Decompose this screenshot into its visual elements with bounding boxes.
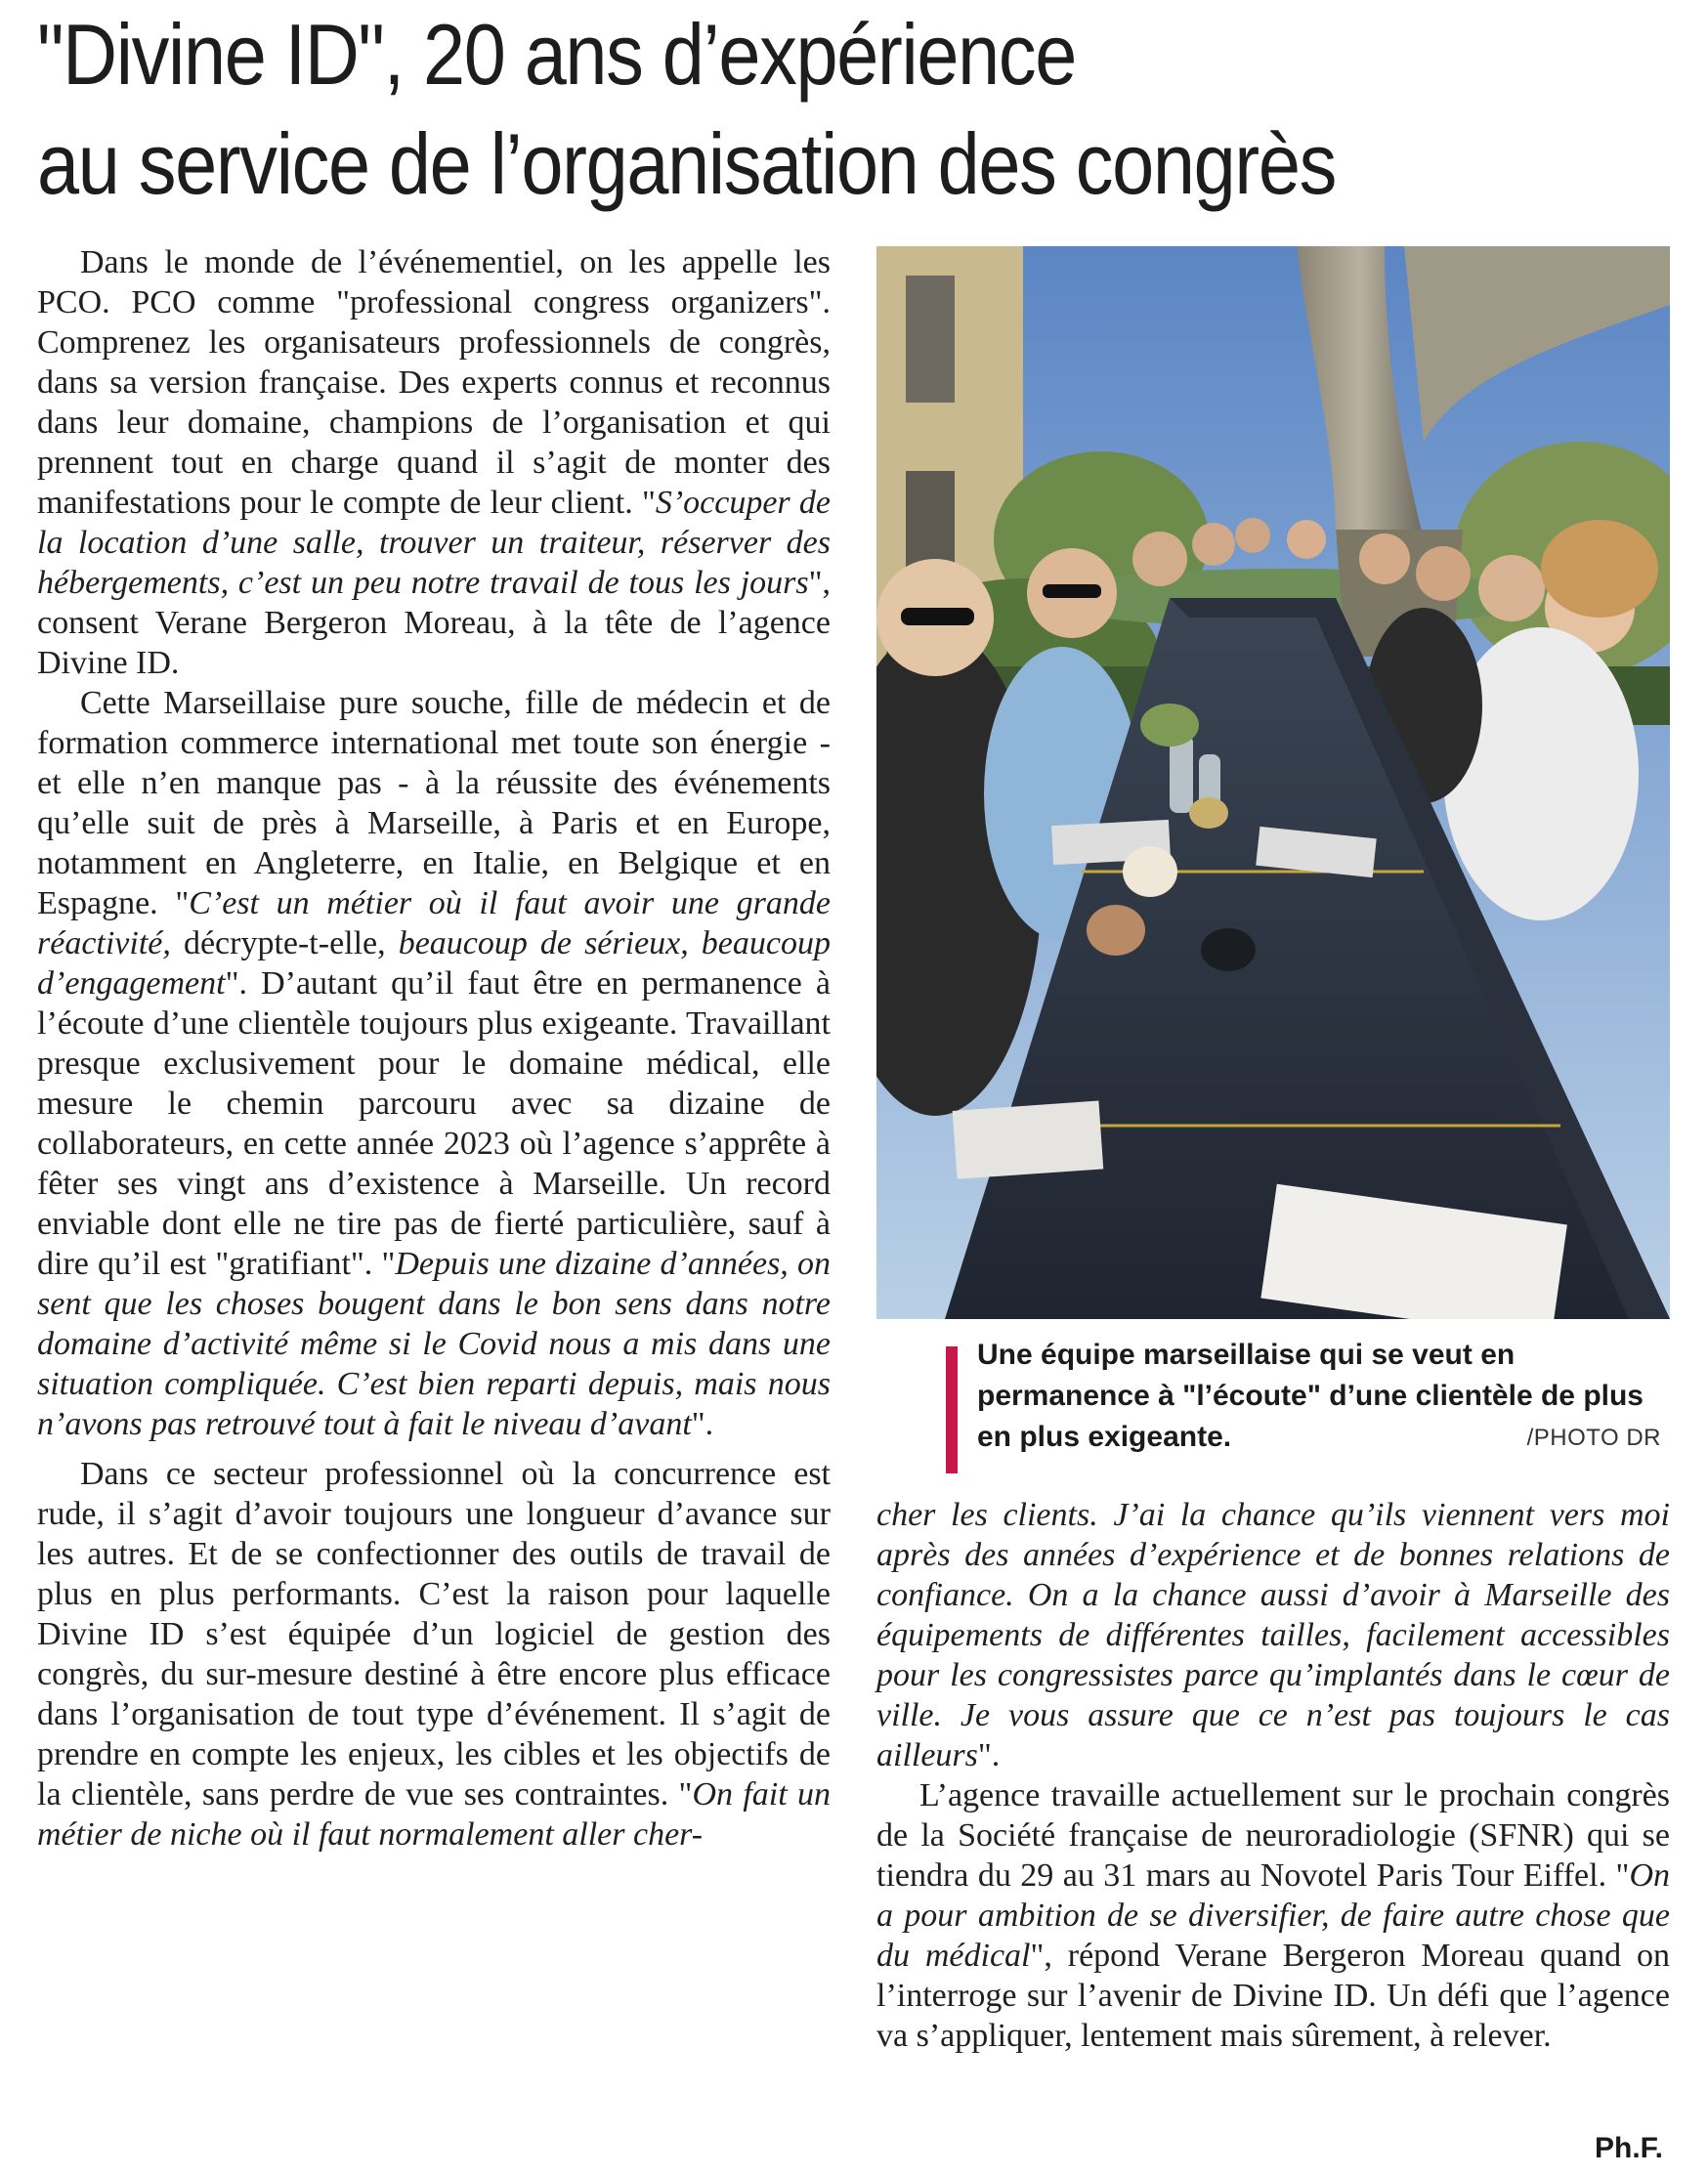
quote-run: C’est un métier où il faut avoir une grande réactivité, — [37, 885, 831, 961]
quote-run: beaucoup de sérieux, beaucoup d’engagement — [37, 925, 831, 1002]
article-column-left — [37, 242, 831, 1855]
paragraph-profile — [37, 683, 831, 1444]
headline-line-2: au service de l’organisation des congrès — [37, 115, 1337, 212]
text-run: ". D’autant qu’il faut être en permanence à l’écoute d’une clientèle toujours plus exigeante. Travaillant presque exclusivement pour le domaine médical, elle mesure le chemin parcouru avec sa dizaine de collaborateurs, en cette année 2023 où l’agence s’apprête à fêter ses vingt ans d’existence à Marseille. Un record enviable dont elle ne tire pas de fierté particulière, sauf à dire qu’il est "gratifiant". " — [37, 965, 831, 1282]
paragraph-intro — [37, 242, 831, 683]
text-run: L’agence travaille actuellement sur le prochain congrès de la Société française de neuroradiologie (SFNR) qui se tiendra du 29 au 31 mars au Novotel Paris Tour Eiffel. " — [876, 1777, 1670, 1894]
quote-run: On a pour ambition de se diversifier, de faire autre chose que du médical — [876, 1857, 1670, 1974]
photo-credit: /PHOTO DR — [1526, 1425, 1661, 1451]
headline-line-1: "Divine ID", 20 ans d’expérience — [37, 6, 1077, 103]
paragraph-tools-continued — [876, 1495, 1670, 1775]
photo-caption: Une équipe marseillaise qui se veut en permanence à "l’écoute" d’une clientèle de plus en plus exigeante. — [977, 1339, 1644, 1453]
team-photo-illustration — [876, 246, 1670, 1319]
quote-run: S’occuper de la location d’une salle, trouver un traiteur, réserver des hébergements, c’est un peu notre travail de tous les jours — [37, 485, 831, 601]
quote-run: On fait un métier de niche où il faut normalement aller cher- — [37, 1776, 831, 1853]
text-run: ", répond Verane Bergeron Moreau quand on l’interroge sur l’avenir de Divine ID. Un défi que l’agence va s’appliquer, lentement mais sûrement, à relever. — [876, 1938, 1670, 2054]
paragraph-tools — [37, 1454, 831, 1855]
text-run: Dans ce secteur professionnel où la concurrence est rude, il s’agit d’avoir toujours une longueur d’avance sur les autres. Et de se confectionner des outils de travail de plus en plus performants. C’est la raison pour laquelle Divine ID s’est équipée d’un logiciel de gestion des congrès, du sur-mesure destiné à être encore plus efficace dans l’organisation de tout type d’événement. Il s’agit de prendre en compte les enjeux, les cibles et les objectifs de la clientèle, sans perdre de vue ses contraintes. " — [37, 1456, 831, 1812]
team-photo — [876, 246, 1670, 1319]
article-column-right — [876, 1495, 1670, 2056]
author-signature: Ph.F. — [1594, 2132, 1663, 2164]
text-run: Cette Marseillaise pure souche, fille de médecin et de formation commerce international met toute son énergie - et elle n’en manque pas - à la réussite des événements qu’elle suit de près à Marseille, à Paris et en Europe, notamment en Angleterre, en Italie, en Belgique et en Espagne. " — [37, 685, 831, 921]
text-run: ". — [977, 1737, 1001, 1773]
text-run: ". — [691, 1406, 714, 1442]
text-run: ", consent Verane Bergeron Moreau, à la tête de l’agence Divine ID. — [37, 565, 831, 681]
text-run: décrypte-t-elle, — [170, 925, 399, 961]
caption-accent-bar — [946, 1346, 958, 1473]
headline — [37, 0, 1481, 219]
quote-run: Depuis une dizaine d’années, on sent que les choses bougent dans le bon sens dans notre domaine d’activité même si le Covid nous a mis dans une situation compliquée. C’est bien reparti depuis, mais nous n’avons pas retrouvé tout à fait le niveau d’avant — [37, 1246, 831, 1442]
paragraph-future — [876, 1775, 1670, 2056]
quote-run: cher les clients. J’ai la chance qu’ils viennent vers moi après des années d’expérience et de bonnes relations de confiance. On a la chance aussi d’avoir à Marseille des équipements de différentes tailles, facilement accessibles pour les congressistes parce qu’implantés dans le cœur de ville. Je vous assure que ce n’est pas toujours le cas ailleurs — [876, 1497, 1670, 1773]
text-run: Dans le monde de l’événementiel, on les appelle les PCO. PCO comme "professional congress organizers". Comprenez les organisateurs professionnels de congrès, dans sa version française. Des experts connus et reconnus dans leur domaine, champions de l’organisation et qui prennent tout en charge quand il s’agit de monter des manifestations pour le compte de leur client. " — [37, 244, 831, 521]
